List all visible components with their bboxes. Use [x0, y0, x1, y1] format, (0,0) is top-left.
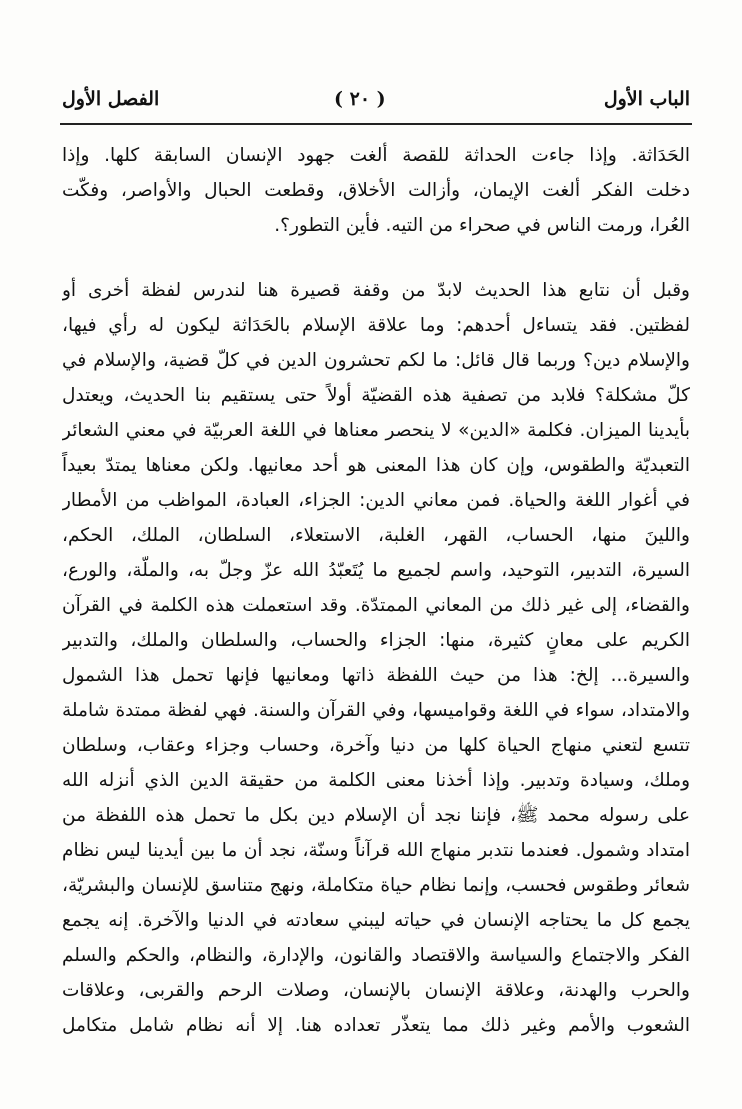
text-line: الشعوب والأمم وغير ذلك مما يتعذّر تعداده هنا. إلا أنه نظام شامل متكامل: [62, 1015, 690, 1036]
page-number: ( ٢٠ ): [334, 88, 386, 110]
text-line: والسيرة... إلخ: هذا من حيث اللفظة ذاتها ومعانيها فإنها تحمل هذا الشمول: [62, 665, 690, 686]
text-line: شعائر وطقوس فحسب، وإنما نظام حياة متكاملة، ونهج متناسق للإنسان والبشريّة،: [62, 875, 690, 896]
text-line: كلّ مشكلة؟ فلابد من تصفية هذه القضيّة أولاً حتى يستقيم بنا الحديث، ويعتدل: [62, 385, 690, 406]
text-line: دخلت الفكر ألغت الإيمان، وأزالت الأخلاق، وقطعت الحبال والأواصر، وفكّت: [62, 180, 690, 201]
paragraph-gap: [62, 251, 690, 273]
text-line: تتسع لتعني منهاج الحياة كلها من دنيا وآخرة، وحساب وجزاء وعقاب، وسلطان: [62, 735, 690, 756]
text-line: امتداد وشمول. فعندما نتدبر منهاج الله قرآناً وسنّة، نجد أن ما بين أيدينا ليس نظام: [62, 840, 690, 861]
text-line: وملك، وسيادة وتدبير. وإذا أخذنا معنى الكلمة من حقيقة الدين الذي أنزله الله: [62, 770, 690, 791]
text-line: وقبل أن نتابع هذا الحديث لابدّ من وقفة قصيرة هنا لندرس لفظة أخرى أو: [62, 280, 690, 301]
chapter-title: الباب الأول: [603, 88, 690, 110]
text-line: والإسلام دين؟ وربما قال قائل: ما لكم تحشرون الدين في كلّ قضية، والإسلام في: [62, 350, 690, 371]
text-line: الفكر والاجتماع والسياسة والاقتصاد والقانون، والإدارة، والنظام، والحكم والسلم: [62, 945, 690, 966]
text-line: العُرا، ورمت الناس في صحراء من التيه. فأين التطور؟.: [274, 215, 690, 236]
text-line: الحَدَاثة. وإذا جاءت الحداثة للقصة ألغت جهود الإنسان السابقة كلها. وإذا: [62, 145, 690, 166]
text-line: في أغوار اللغة والحياة. فمن معاني الدين: الجزاء، العبادة، المواظب من الأمطار: [62, 490, 690, 511]
text-line: على رسوله محمد ﷺ، فإننا نجد أن الإسلام دين بكل ما تحمل هذه اللفظة من: [62, 805, 690, 826]
text-line: السيرة، التدبير، التوحيد، واسم لجميع ما يُتَعبّدُ الله عزّ وجلّ به، والملّة، والورع،: [62, 560, 690, 581]
text-line: واللينَ منها، الحساب، القهر، الغلبة، الاستعلاء، السلطان، الملك، الحكم،: [62, 525, 690, 546]
text-line: الكريم على معانٍ كثيرة، منها: الجزاء والحساب، والسلطان والملك، والتدبير: [62, 630, 690, 651]
section-title: الفصل الأول: [62, 88, 160, 110]
header-divider: [60, 123, 692, 125]
text-line: والحرب والهدنة، وعلاقة الإنسان بالإنسان، وصلات الرحم والقربى، وعلاقات: [62, 980, 690, 1001]
text-line: التعبديّة والطقوس، وإن كان هذا المعنى هو أحد معانيها. ولكن معناها يمتدّ بعيداً: [62, 455, 690, 476]
page-body: [62, 138, 690, 1043]
running-header: [62, 88, 690, 118]
text-line: يجمع كل ما يحتاجه الإنسان في حياته ليبني سعادته في الدنيا والآخرة. إنه يجمع: [62, 910, 690, 931]
text-line: والامتداد، سواء في اللغة وقواميسها، وفي القرآن والسنة. فهي لفظة ممتدة شاملة: [62, 700, 690, 721]
text-line: والقضاء، إلى غير ذلك من المعاني الممتدّة. وقد استعملت هذه الكلمة في القرآن: [62, 595, 690, 616]
text-line: بأيدينا الميزان. فكلمة «الدين» لا ينحصر معناها في اللغة العربيّة في معني الشعائر: [62, 420, 690, 441]
text-line: لفظتين. فقد يتساءل أحدهم: وما علاقة الإسلام بالحَدَاثة ليكون له رأي فيها،: [62, 315, 690, 336]
